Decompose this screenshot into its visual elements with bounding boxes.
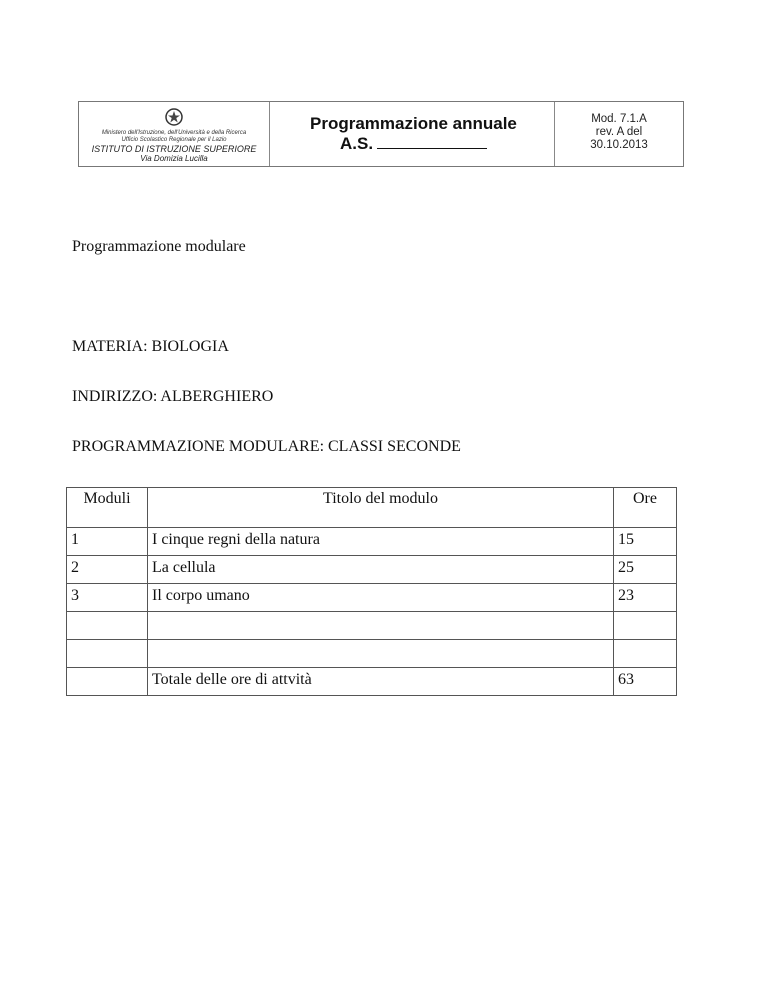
cell-ore (614, 612, 677, 640)
school-year-label: A.S. (340, 134, 374, 153)
ministry-line-2: Ufficio Scolastico Regionale per il Lazio (121, 137, 227, 143)
classi-line: PROGRAMMAZIONE MODULARE: CLASSI SECONDE (72, 438, 461, 455)
table-row (67, 528, 677, 556)
table-row (67, 640, 677, 668)
col-header-titolo: Titolo del modulo (148, 488, 614, 528)
document-subtitle: Programmazione modulare (72, 238, 246, 255)
revision-label: rev. A del (595, 126, 643, 138)
indirizzo-line: INDIRIZZO: ALBERGHIERO (72, 388, 274, 405)
school-year-blank (377, 136, 487, 149)
cell-ore: 15 (614, 528, 677, 556)
document-header (78, 101, 684, 167)
cell-titolo (148, 612, 614, 640)
module-revision-block (555, 102, 683, 166)
module-code: Mod. 7.1.A (591, 113, 647, 125)
cell-ore: 23 (614, 584, 677, 612)
cell-titolo (148, 640, 614, 668)
table-row (67, 612, 677, 640)
table-total-row (67, 668, 677, 696)
cell-modulo: 1 (67, 528, 148, 556)
cell-titolo: I cinque regni della natura (148, 528, 614, 556)
header-title-block (270, 102, 555, 166)
cell-total-ore: 63 (614, 668, 677, 696)
cell-modulo: 2 (67, 556, 148, 584)
cell-modulo (67, 668, 148, 696)
col-header-ore: Ore (614, 488, 677, 528)
cell-modulo (67, 640, 148, 668)
cell-ore (614, 640, 677, 668)
table-header-row (67, 488, 677, 528)
cell-total-label: Totale delle ore di attvità (148, 668, 614, 696)
cell-modulo: 3 (67, 584, 148, 612)
cell-titolo: Il corpo umano (148, 584, 614, 612)
cell-modulo (67, 612, 148, 640)
col-header-moduli: Moduli (67, 488, 148, 528)
header-title: Programmazione annuale (310, 114, 517, 133)
cell-titolo: La cellula (148, 556, 614, 584)
table-row (67, 556, 677, 584)
modules-table (66, 487, 677, 696)
materia-line: MATERIA: BIOLOGIA (72, 338, 229, 355)
institute-address: Via Domizia Lucilla (140, 154, 208, 163)
institution-block (79, 102, 270, 166)
institute-name: ISTITUTO DI ISTRUZIONE SUPERIORE (91, 144, 257, 154)
cell-ore: 25 (614, 556, 677, 584)
table-row (67, 584, 677, 612)
revision-date: 30.10.2013 (590, 139, 648, 151)
ministry-line-1: Ministero dell'Istruzione, dell'Università e della Ricerca (101, 130, 247, 136)
italian-republic-emblem-icon (164, 107, 184, 127)
